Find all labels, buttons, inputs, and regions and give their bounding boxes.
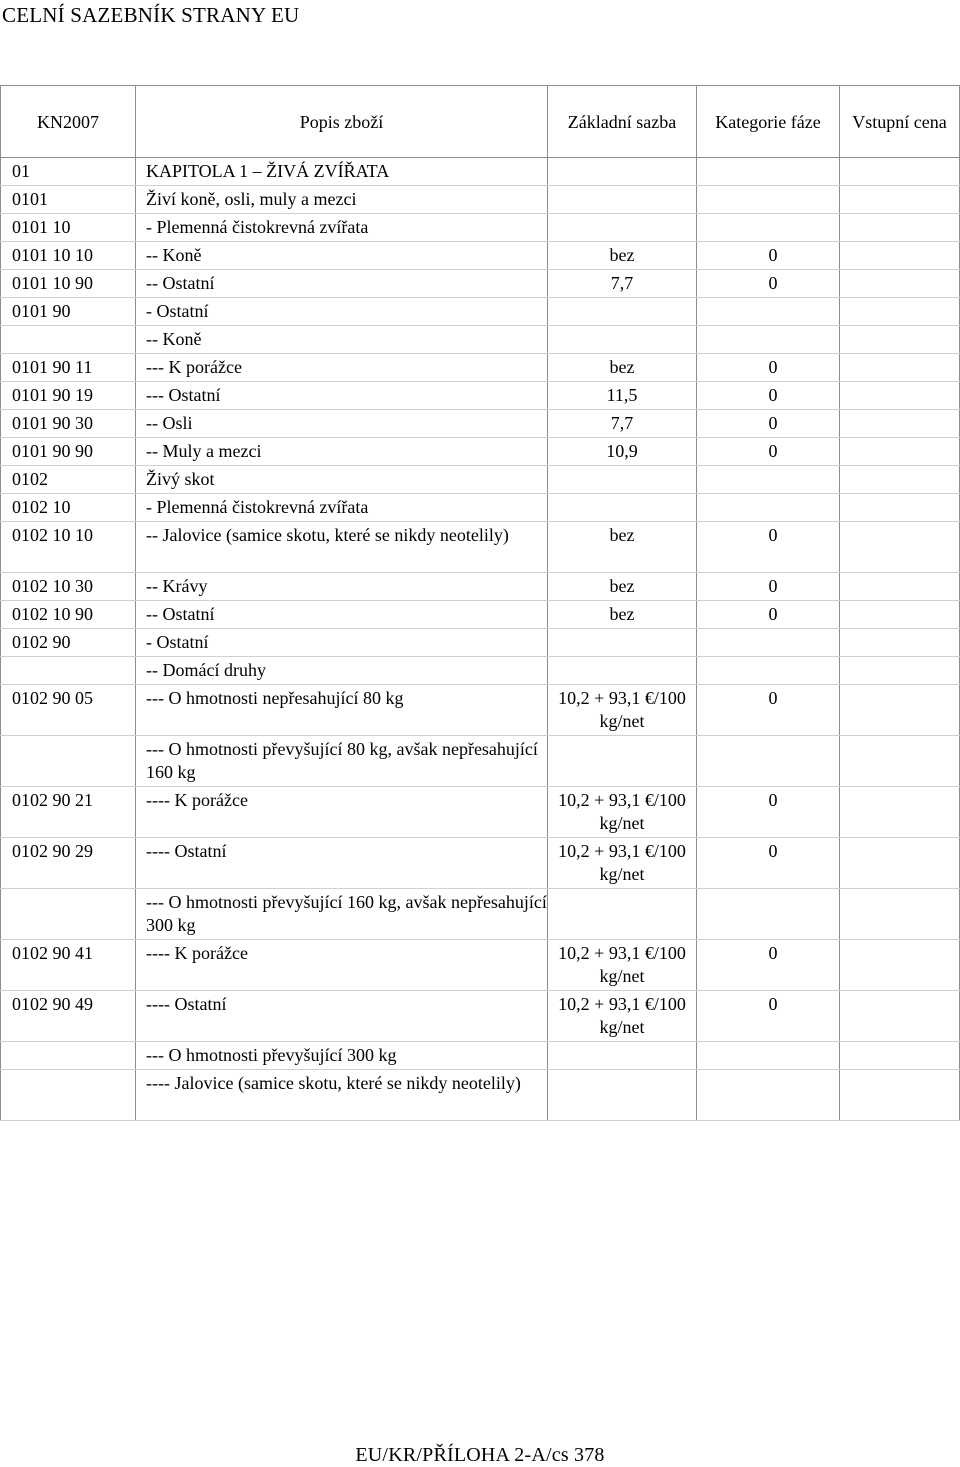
cell-entry-price — [840, 657, 960, 685]
cell-code: 0102 90 49 — [1, 991, 136, 1042]
cell-description: --- K porážce — [136, 354, 548, 382]
cell-staging-category — [697, 186, 840, 214]
cell-entry-price — [840, 298, 960, 326]
cell-description: --- O hmotnosti převyšující 80 kg, avšak nepřesahující 160 kg — [136, 736, 548, 787]
cell-base-rate: bez — [548, 522, 697, 573]
cell-description: -- Koně — [136, 326, 548, 354]
table-row — [1, 736, 960, 787]
cell-entry-price — [840, 494, 960, 522]
table-row — [1, 629, 960, 657]
cell-staging-category: 0 — [697, 601, 840, 629]
cell-description: ---- Ostatní — [136, 838, 548, 889]
table-row — [1, 573, 960, 601]
cell-code: 0101 90 30 — [1, 410, 136, 438]
cell-base-rate — [548, 186, 697, 214]
cell-description: Živý skot — [136, 466, 548, 494]
cell-base-rate: bez — [548, 573, 697, 601]
cell-code: 01 — [1, 158, 136, 186]
cell-description: Živí koně, osli, muly a mezci — [136, 186, 548, 214]
cell-base-rate — [548, 158, 697, 186]
cell-description: -- Koně — [136, 242, 548, 270]
cell-staging-category — [697, 158, 840, 186]
header-description: Popis zboží — [136, 86, 548, 158]
table-row — [1, 438, 960, 466]
cell-staging-category: 0 — [697, 382, 840, 410]
cell-base-rate: bez — [548, 354, 697, 382]
cell-entry-price — [840, 838, 960, 889]
cell-staging-category: 0 — [697, 522, 840, 573]
cell-code — [1, 736, 136, 787]
cell-staging-category — [697, 494, 840, 522]
cell-entry-price — [840, 410, 960, 438]
cell-description: ---- Jalovice (samice skotu, které se nikdy neotelily) — [136, 1070, 548, 1121]
cell-code — [1, 1042, 136, 1070]
cell-entry-price — [840, 326, 960, 354]
cell-code: 0101 90 11 — [1, 354, 136, 382]
table-row — [1, 494, 960, 522]
cell-base-rate: 10,2 + 93,1 €/100 kg/net — [548, 838, 697, 889]
cell-entry-price — [840, 889, 960, 940]
cell-code: 0102 90 — [1, 629, 136, 657]
table-row — [1, 601, 960, 629]
cell-entry-price — [840, 601, 960, 629]
cell-staging-category: 0 — [697, 410, 840, 438]
cell-base-rate — [548, 736, 697, 787]
cell-staging-category — [697, 889, 840, 940]
cell-base-rate — [548, 214, 697, 242]
cell-base-rate: 11,5 — [548, 382, 697, 410]
cell-staging-category: 0 — [697, 354, 840, 382]
cell-description: -- Osli — [136, 410, 548, 438]
cell-entry-price — [840, 940, 960, 991]
cell-base-rate: 10,2 + 93,1 €/100 kg/net — [548, 940, 697, 991]
table-row — [1, 991, 960, 1042]
table-row — [1, 1042, 960, 1070]
cell-description: -- Krávy — [136, 573, 548, 601]
cell-base-rate: bez — [548, 242, 697, 270]
cell-code: 0102 90 41 — [1, 940, 136, 991]
cell-entry-price — [840, 787, 960, 838]
table-row — [1, 787, 960, 838]
table-row — [1, 242, 960, 270]
cell-description: KAPITOLA 1 – ŽIVÁ ZVÍŘATA — [136, 158, 548, 186]
cell-staging-category — [697, 736, 840, 787]
cell-description: - Ostatní — [136, 298, 548, 326]
cell-code: 0102 10 — [1, 494, 136, 522]
cell-description: --- O hmotnosti převyšující 160 kg, avšak nepřesahující 300 kg — [136, 889, 548, 940]
cell-code — [1, 1070, 136, 1121]
cell-description: -- Jalovice (samice skotu, které se nikdy neotelily) — [136, 522, 548, 573]
table-body — [1, 158, 960, 1121]
cell-entry-price — [840, 991, 960, 1042]
table-row — [1, 889, 960, 940]
cell-description: -- Ostatní — [136, 270, 548, 298]
cell-code: 0102 10 90 — [1, 601, 136, 629]
cell-base-rate — [548, 1042, 697, 1070]
cell-entry-price — [840, 242, 960, 270]
table-row — [1, 158, 960, 186]
cell-code: 0101 90 — [1, 298, 136, 326]
cell-description: -- Ostatní — [136, 601, 548, 629]
cell-entry-price — [840, 186, 960, 214]
cell-entry-price — [840, 270, 960, 298]
cell-code: 0101 10 10 — [1, 242, 136, 270]
cell-base-rate: 10,2 + 93,1 €/100 kg/net — [548, 991, 697, 1042]
cell-code: 0102 90 29 — [1, 838, 136, 889]
cell-staging-category: 0 — [697, 685, 840, 736]
cell-code: 0102 90 21 — [1, 787, 136, 838]
cell-description: -- Muly a mezci — [136, 438, 548, 466]
page-footer: EU/KR/PŘÍLOHA 2-A/cs 378 — [355, 1444, 605, 1466]
page-title: CELNÍ SAZEBNÍK STRANY EU — [2, 3, 300, 27]
table-row — [1, 298, 960, 326]
table-row — [1, 685, 960, 736]
header-entry-price: Vstupní cena — [840, 86, 960, 158]
cell-entry-price — [840, 354, 960, 382]
cell-base-rate — [548, 1070, 697, 1121]
cell-description: ---- Ostatní — [136, 991, 548, 1042]
cell-staging-category — [697, 326, 840, 354]
cell-code — [1, 657, 136, 685]
cell-description: -- Domácí druhy — [136, 657, 548, 685]
header-base-rate: Základní sazba — [548, 86, 697, 158]
table-row — [1, 326, 960, 354]
cell-staging-category — [697, 1070, 840, 1121]
table-row — [1, 522, 960, 573]
cell-entry-price — [840, 382, 960, 410]
cell-description: --- O hmotnosti nepřesahující 80 kg — [136, 685, 548, 736]
cell-entry-price — [840, 629, 960, 657]
cell-staging-category: 0 — [697, 438, 840, 466]
cell-code: 0101 10 90 — [1, 270, 136, 298]
table-row — [1, 354, 960, 382]
cell-base-rate: bez — [548, 601, 697, 629]
cell-description: ---- K porážce — [136, 787, 548, 838]
cell-staging-category — [697, 629, 840, 657]
cell-base-rate: 10,9 — [548, 438, 697, 466]
cell-entry-price — [840, 522, 960, 573]
cell-description: - Plemenná čistokrevná zvířata — [136, 214, 548, 242]
table-row — [1, 940, 960, 991]
cell-staging-category: 0 — [697, 838, 840, 889]
cell-base-rate — [548, 466, 697, 494]
cell-code: 0102 10 10 — [1, 522, 136, 573]
cell-staging-category — [697, 214, 840, 242]
cell-staging-category — [697, 298, 840, 326]
table-row — [1, 186, 960, 214]
cell-description: ---- K porážce — [136, 940, 548, 991]
cell-entry-price — [840, 214, 960, 242]
header-staging-category: Kategorie fáze — [697, 86, 840, 158]
table-row — [1, 657, 960, 685]
cell-code: 0101 10 — [1, 214, 136, 242]
cell-description: - Plemenná čistokrevná zvířata — [136, 494, 548, 522]
cell-code: 0102 — [1, 466, 136, 494]
cell-staging-category: 0 — [697, 270, 840, 298]
cell-description: --- Ostatní — [136, 382, 548, 410]
header-code: KN2007 — [1, 86, 136, 158]
cell-entry-price — [840, 573, 960, 601]
cell-base-rate: 7,7 — [548, 410, 697, 438]
cell-description: - Ostatní — [136, 629, 548, 657]
cell-base-rate: 7,7 — [548, 270, 697, 298]
table-row — [1, 838, 960, 889]
cell-entry-price — [840, 438, 960, 466]
cell-staging-category: 0 — [697, 940, 840, 991]
cell-staging-category: 0 — [697, 787, 840, 838]
cell-base-rate — [548, 629, 697, 657]
cell-code — [1, 889, 136, 940]
cell-code: 0102 90 05 — [1, 685, 136, 736]
cell-base-rate: 10,2 + 93,1 €/100 kg/net — [548, 685, 697, 736]
cell-staging-category — [697, 657, 840, 685]
cell-code — [1, 326, 136, 354]
cell-code: 0101 90 90 — [1, 438, 136, 466]
table-row — [1, 410, 960, 438]
cell-entry-price — [840, 1042, 960, 1070]
cell-entry-price — [840, 158, 960, 186]
cell-staging-category — [697, 1042, 840, 1070]
table-row — [1, 270, 960, 298]
cell-staging-category: 0 — [697, 242, 840, 270]
cell-entry-price — [840, 736, 960, 787]
cell-staging-category: 0 — [697, 991, 840, 1042]
cell-code: 0102 10 30 — [1, 573, 136, 601]
cell-base-rate — [548, 494, 697, 522]
cell-entry-price — [840, 1070, 960, 1121]
cell-base-rate — [548, 657, 697, 685]
table-row — [1, 382, 960, 410]
cell-code: 0101 — [1, 186, 136, 214]
table-row — [1, 466, 960, 494]
cell-staging-category: 0 — [697, 573, 840, 601]
table-header-row — [1, 86, 960, 158]
cell-base-rate — [548, 326, 697, 354]
cell-code: 0101 90 19 — [1, 382, 136, 410]
cell-description: --- O hmotnosti převyšující 300 kg — [136, 1042, 548, 1070]
cell-base-rate — [548, 889, 697, 940]
table-row — [1, 1070, 960, 1121]
cell-staging-category — [697, 466, 840, 494]
cell-entry-price — [840, 466, 960, 494]
cell-entry-price — [840, 685, 960, 736]
cell-base-rate: 10,2 + 93,1 €/100 kg/net — [548, 787, 697, 838]
table-row — [1, 214, 960, 242]
cell-base-rate — [548, 298, 697, 326]
tariff-table — [0, 85, 960, 1121]
